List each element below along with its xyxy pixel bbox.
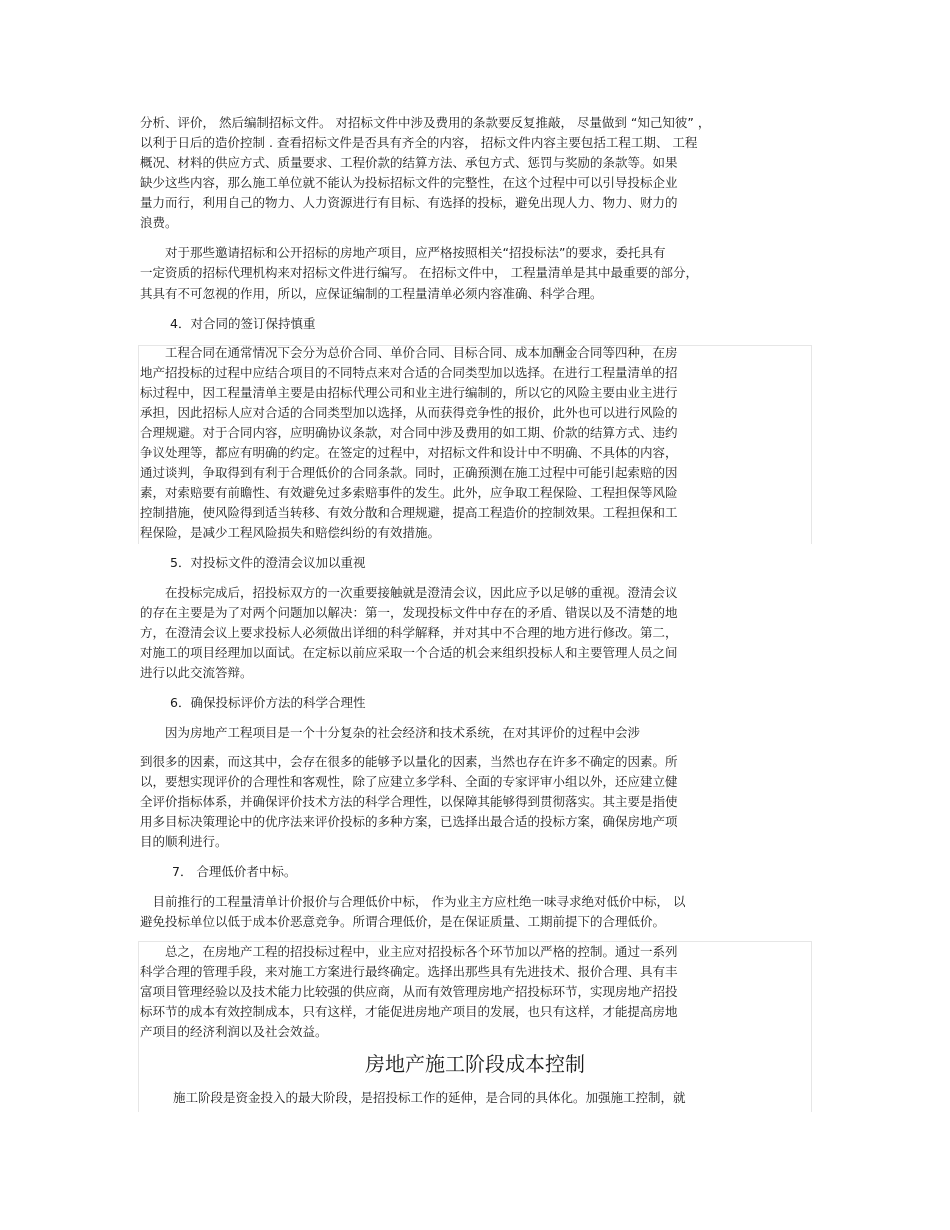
text-line: 到很多的因素，而这其中，会存在很多的能够予以量化的因素，当然也存在许多不确定的因素。所 <box>140 754 678 769</box>
text-line: 总之，在房地产工程的招投标过程中，业主应对招投标各个环节加以严格的控制。通过一系列 <box>140 944 678 959</box>
text-line: 施工阶段是资金投入的最大阶段，是招投标工作的延伸，是合同的具体化。加强施工控制，就 <box>148 1090 686 1105</box>
text-line: 方，在澄清会议上要求投标人必须做出详细的科学解释，并对其中不合理的地方进行修改。第二， <box>140 625 678 640</box>
section-heading-7: 7． 合理低价者中标。 <box>172 864 297 879</box>
text-line: 标过程中，因工程量清单主要是由招标代理公司和业主进行编制的，所以它的风险主要由业主进行 <box>140 385 678 400</box>
text-line: 产项目的经济利润以及社会效益。 <box>140 1024 328 1039</box>
text-line: 对于那些邀请招标和公开招标的房地产项目，应严格按照相关“招投标法”的要求，委托具有 <box>140 245 666 260</box>
text-line: 目的顺利进行。 <box>140 834 228 849</box>
text-line: 程保险，是减少工程风险损失和赔偿纠纷的有效措施。 <box>140 525 441 540</box>
text-line: 全评价指标体系，并确保评价技术方法的科学合理性，以保障其能够得到贯彻落实。其主要是指使 <box>140 794 678 809</box>
text-line: 富项目管理经验以及技术能力比较强的供应商，从而有效管理房地产招投标环节，实现房地产招投 <box>140 984 678 999</box>
text-line: 其具有不可忽视的作用，所以，应保证编制的工程量清单必须内容准确、科学合理。 <box>140 286 603 301</box>
section-heading-5: 5．对投标文件的澄清会议加以重视 <box>170 555 366 570</box>
text-line: 科学合理的管理手段，来对施工方案进行最终确定。选择出那些具有先进技术、报价合理、具有丰 <box>140 964 678 979</box>
text-line: 通过谈判，争取得到有利于合理低价的合同条款。同时，正确预测在施工过程中可能引起索赔的因 <box>140 465 678 480</box>
text-line: 概况、材料的供应方式、质量要求、工程价款的结算方法、承包方式、惩罚与奖励的条款等。如果 <box>140 155 678 170</box>
text-line: 目前推行的工程量清单计价报价与合理低价中标， 作为业主方应杜绝一味寻求绝对低价中标， 以 <box>140 894 686 909</box>
text-line: 对施工的项目经理加以面试。在定标以前应采取一个合适的机会来组织投标人和主要管理人员之间 <box>140 645 678 660</box>
text-line: 因为房地产工程项目是一个十分复杂的社会经济和技术系统，在对其评价的过程中会涉 <box>140 725 641 740</box>
text-line: 地产招投标的过程中应结合项目的不同特点来对合适的合同类型加以选择。在进行工程量清单的招 <box>140 365 678 380</box>
text-line: 争议处理等，都应有明确的约定。在签定的过程中，对招标文件和设计中不明确、不具体的内容， <box>140 445 678 460</box>
text-line: 合理规避。对于合同内容，应明确协议条款，对合同中涉及费用的如工期、价款的结算方式、违约 <box>140 425 678 440</box>
text-line: 承担，因此招标人应对合适的合同类型加以选择，从而获得竞争性的报价，此外也可以进行风险的 <box>140 405 678 420</box>
text-line: 分析、评价， 然后编制招标文件。 对招标文件中涉及费用的条款要反复推敲， 尽量做到 “知己知彼” ， <box>140 115 711 130</box>
text-line: 以，要想实现评价的合理性和客观性，除了应建立多学科、全面的专家评审小组以外，还应建立健 <box>140 774 678 789</box>
text-line: 控制措施，使风险得到适当转移、有效分散和合理规避，提高工程造价的控制效果。工程担保和工 <box>140 505 678 520</box>
section-heading-6: 6．确保投标评价方法的科学合理性 <box>170 695 366 710</box>
text-line: 以利于日后的造价控制 . 查看招标文件是否具有齐全的内容， 招标文件内容主要包括工程工期、 工程 <box>140 135 698 150</box>
text-line: 在投标完成后，招投标双方的一次重要接触就是澄清会议，因此应予以足够的重视。澄清会议 <box>140 585 678 600</box>
text-line: 缺少这些内容，那么施工单位就不能认为投标招标文件的完整性，在这个过程中可以引导投标企业 <box>140 175 678 190</box>
section-title: 房地产施工阶段成本控制 <box>365 1052 585 1076</box>
text-line: 素，对索赔要有前瞻性、有效避免过多索赔事件的发生。此外，应争取工程保险、工程担保等风险 <box>140 485 678 500</box>
text-line: 标环节的成本有效控制成本，只有这样，才能促进房地产项目的发展，也只有这样，才能提高房地 <box>140 1004 678 1019</box>
text-line: 的存在主要是为了对两个问题加以解决：第一，发现投标文件中存在的矛盾、错误以及不清楚的地 <box>140 605 678 620</box>
text-line: 避免投标单位以低于成本价恶意竞争。所谓合理低价，是在保证质量、工期前提下的合理低价。 <box>140 914 666 929</box>
text-line: 一定资质的招标代理机构来对招标文件进行编写。 在招标文件中， 工程量清单是其中最重要的部分， <box>140 265 698 280</box>
text-line: 用多目标决策理论中的优序法来评价投标的多种方案，已选择出最合适的投标方案，确保房地产项 <box>140 814 678 829</box>
text-line: 工程合同在通常情况下会分为总价合同、单价合同、目标合同、成本加酬金合同等四种，在房 <box>140 345 678 360</box>
text-line: 浪费。 <box>140 215 178 230</box>
text-line: 量力而行，利用自己的物力、人力资源进行有目标、有选择的投标，避免出现人力、物力、财力的 <box>140 195 678 210</box>
text-line: 进行以此交流答辩。 <box>140 665 253 680</box>
section-heading-4: 4．对合同的签订保持慎重 <box>170 316 316 331</box>
